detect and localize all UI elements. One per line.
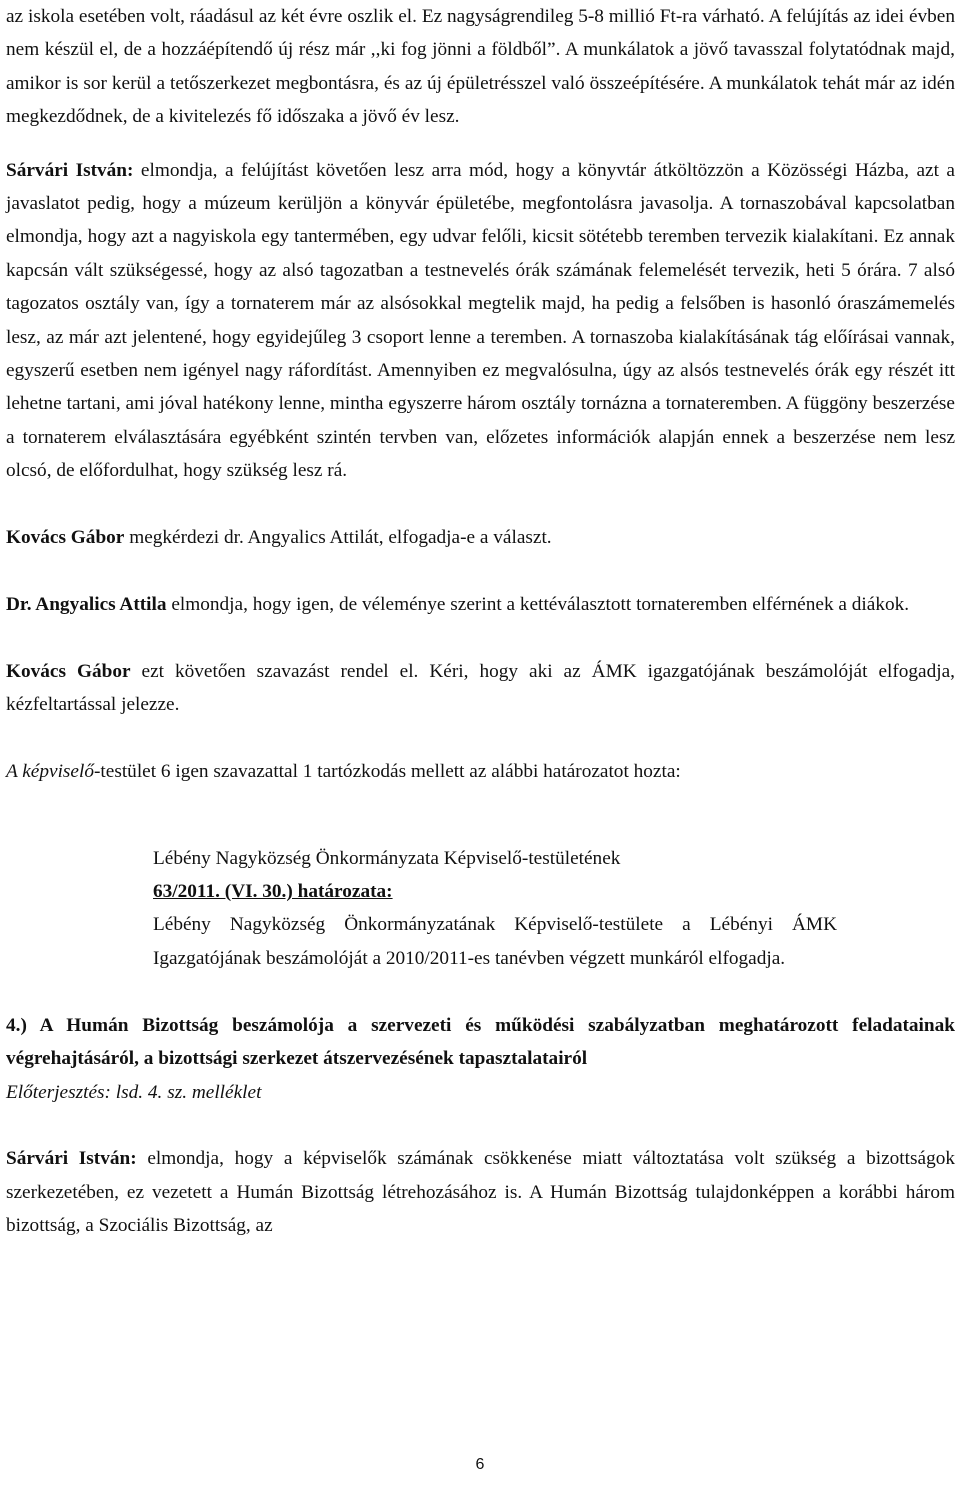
paragraph-sarvari-library xyxy=(6,154,955,488)
spacer xyxy=(6,554,955,587)
spacer xyxy=(6,788,955,821)
resolution-number-text: 63/2011. (VI. 30.) határozata: xyxy=(153,881,393,903)
speaker-name: Sárvári István: xyxy=(6,159,134,181)
spacer xyxy=(6,822,955,842)
spacer xyxy=(6,621,955,654)
spacer xyxy=(6,134,955,154)
speaker-statement: megkérdezi dr. Angyalics Attilát, elfogadja-e a választ. xyxy=(124,527,552,549)
document-page xyxy=(6,0,955,1243)
paragraph-kovacs-question xyxy=(6,521,955,554)
resolution-text: Lébény Nagyközség Önkormányzatának Képviselő-testülete a Lébényi ÁMK Igazgatójának beszámolóját a 2010/2011-es tanévben végzett munkáról elfogadja. xyxy=(153,914,837,969)
paragraph-angyalics-answer xyxy=(6,588,955,621)
speaker-name: Kovács Gábor xyxy=(6,527,125,549)
vote-subject: A képviselő xyxy=(6,760,94,782)
speaker-statement: elmondja, a felújítást követően lesz arra mód, hogy a könyvtár átköltözzön a Közösségi Házba, azt a javaslatot pedig, hogy a múzeum kerüljön a könyvár épületébe, megfontolásra javasolja. A tornaszobával kapcsolatban elmondja, hogy azt a nagyiskola egy tantermében, egy udvar felőli, kicsit sötétebb teremben tervezik kialakítani. Ez annak kapcsán vált szükségessé, hogy az alsó tagozatban a testnevelés órák számának felemelését tervezik, heti 5 órára. 7 alsó tagozatos osztály van, így a tornaterem már az alsósokkal megtelik majd, ha pedig a felsőben is hasonló óraszámemelés lesz, az már azt jelentené, hogy egyidejűleg 3 csoport lenne a teremben. A tornaszoba kialakításának tág előírásai vannak, egyszerű esetben nem igényel nagy ráfordítást. Amennyiben ez megvalósulna, úgy az alsós testnevelés órák egy részét itt lehetne tartani, ami jóval hatékony lenne, mintha egyszerre három osztály tornázna a tornateremben. A függöny beszerzése a tornaterem elválasztására egyébként szintén tervben van, előzetes információk alapján ennek a beszerzése nem lesz olcsó, de előfordulhat, hogy szükség lesz rá. xyxy=(6,159,955,482)
speaker-name: Sárvári István: xyxy=(6,1148,137,1170)
speaker-statement: elmondja, hogy igen, de véleménye szerint a kettéválasztott tornateremben elférnének a diákok. xyxy=(166,593,910,615)
vote-result-text: -testület 6 igen szavazattal 1 tartózkodás mellett az alábbi határozatot hozta: xyxy=(93,760,681,782)
spacer xyxy=(6,721,955,754)
paragraph-vote-result xyxy=(6,755,955,788)
paragraph-renovation: az iskola esetében volt, ráadásul az két évre oszlik el. Ez nagyságrendileg 5-8 millió Ft-ra várható. A felújítás az idei évben nem készül el, de a hozzáépítendő új rész már ,,ki fog jönni a földből”. A munkálatok a jövő tavasszal folytatódnak majd, amikor is sor kerül a tetőszerkezet megbontásra, és az új épületrésszel való összeépítésére. A munkálatok tehát már az idén megkezdődnek, de a kivitelezés fő időszaka a jövő év lesz. xyxy=(6,6,955,128)
spacer xyxy=(6,975,955,1008)
resolution-body-title: Lébény Nagyközség Önkormányzata Képviselő-testületének xyxy=(153,847,621,869)
resolution-number xyxy=(153,875,837,908)
speaker-name: Dr. Angyalics Attila xyxy=(6,593,167,615)
resolution-block xyxy=(153,842,837,976)
paragraph-sarvari-committee xyxy=(6,1142,955,1242)
spacer xyxy=(6,1109,955,1142)
page-number: 6 xyxy=(475,1456,485,1473)
speaker-statement: ezt követően szavazást rendel el. Kéri, hogy aki az ÁMK igazgatójának beszámolóját elfogadja, kézfeltartással jelezze. xyxy=(6,660,955,716)
agenda-item-proposal: Előterjesztés: lsd. 4. sz. melléklet xyxy=(6,1081,262,1103)
speaker-statement: elmondja, hogy a képviselők számának csökkenése miatt változtatása volt szükség a bizottságok szerkezetében, ez vezetett a Humán Bizottság létrehozásához is. A Humán Bizottság tulajdonképpen a korábbi három bizottság, a Szociális Bizottság, az xyxy=(6,1148,955,1237)
speaker-name: Kovács Gábor xyxy=(6,660,131,682)
spacer xyxy=(6,488,955,521)
agenda-item-heading: 4.) A Humán Bizottság beszámolója a szervezeti és működési szabályzatban meghatározott feladatainak végrehajtásáról, a bizottsági szerkezet átszervezésének tapasztalatairól xyxy=(6,1014,955,1070)
paragraph-kovacs-vote xyxy=(6,655,955,722)
